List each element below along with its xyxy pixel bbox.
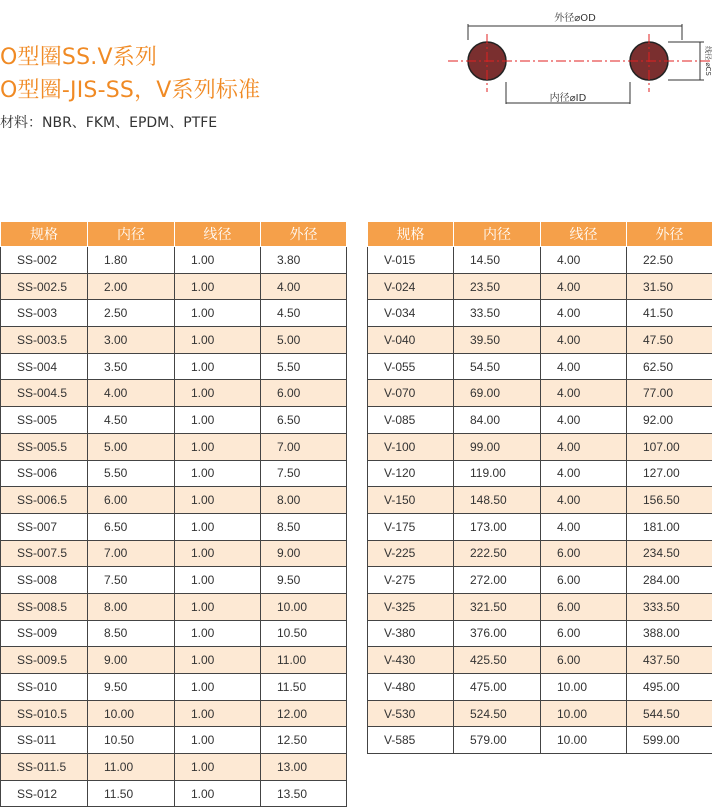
spec-cell: V-275	[368, 567, 454, 594]
table-row	[1, 460, 347, 487]
spec-cell: SS-011	[1, 727, 88, 754]
table-row	[1, 567, 347, 594]
inner-diameter-cell: 9.00	[88, 647, 175, 674]
table-row	[368, 727, 712, 754]
cross-section-cell: 1.00	[175, 247, 261, 274]
inner-diameter-cell: 69.00	[454, 380, 541, 407]
inner-diameter-cell: 1.80	[88, 247, 175, 274]
table-row	[368, 540, 712, 567]
table-row	[1, 380, 347, 407]
cs-label: 线径 ⌀CS	[704, 46, 712, 76]
cross-section-cell: 6.00	[541, 540, 627, 567]
header-cross-section: 线径	[175, 222, 261, 247]
cross-section-cell: 6.00	[541, 593, 627, 620]
outer-diameter-cell: 11.00	[261, 647, 347, 674]
o-ring-diagram	[448, 0, 712, 110]
spec-cell: SS-005	[1, 407, 88, 434]
outer-diameter-cell: 5.50	[261, 353, 347, 380]
cross-section-cell: 1.00	[175, 540, 261, 567]
table-row	[1, 487, 347, 514]
table-row	[1, 300, 347, 327]
inner-diameter-cell: 7.50	[88, 567, 175, 594]
cross-section-cell: 1.00	[175, 380, 261, 407]
title-line-2: O型圈-JIS-SS，V系列标准	[0, 77, 260, 105]
inner-diameter-cell: 119.00	[454, 460, 541, 487]
cross-section-cell: 6.00	[541, 620, 627, 647]
spec-cell: SS-004	[1, 353, 88, 380]
inner-diameter-cell: 23.50	[454, 273, 541, 300]
outer-diameter-cell: 4.00	[261, 273, 347, 300]
spec-cell: SS-008.5	[1, 593, 88, 620]
inner-diameter-cell: 148.50	[454, 487, 541, 514]
table-row	[1, 620, 347, 647]
outer-diameter-cell: 9.50	[261, 567, 347, 594]
outer-diameter-cell: 62.50	[627, 353, 712, 380]
table-row	[1, 327, 347, 354]
outer-diameter-cell: 3.80	[261, 247, 347, 274]
cross-section-cell: 1.00	[175, 647, 261, 674]
outer-diameter-cell: 8.00	[261, 487, 347, 514]
table-row	[368, 700, 712, 727]
inner-diameter-cell: 5.00	[88, 433, 175, 460]
cross-section-cell: 4.00	[541, 300, 627, 327]
inner-diameter-cell: 321.50	[454, 593, 541, 620]
spec-cell: SS-008	[1, 567, 88, 594]
header-inner-diameter: 内径	[454, 222, 541, 247]
spec-cell: SS-009	[1, 620, 88, 647]
inner-diameter-cell: 272.00	[454, 567, 541, 594]
inner-diameter-cell: 84.00	[454, 407, 541, 434]
outer-diameter-cell: 47.50	[627, 327, 712, 354]
spec-cell: V-325	[368, 593, 454, 620]
outer-diameter-cell: 437.50	[627, 647, 712, 674]
header-outer-diameter: 外径	[261, 222, 347, 247]
inner-diameter-cell: 6.50	[88, 513, 175, 540]
inner-diameter-cell: 9.50	[88, 674, 175, 701]
outer-diameter-cell: 4.50	[261, 300, 347, 327]
cross-section-cell: 1.00	[175, 487, 261, 514]
outer-diameter-cell: 11.50	[261, 674, 347, 701]
spec-cell: SS-003	[1, 300, 88, 327]
spec-cell: V-585	[368, 727, 454, 754]
spec-cell: V-120	[368, 460, 454, 487]
cross-section-cell: 1.00	[175, 754, 261, 781]
outer-diameter-cell: 10.00	[261, 593, 347, 620]
outer-diameter-cell: 495.00	[627, 674, 712, 701]
spec-cell: V-040	[368, 327, 454, 354]
inner-diameter-cell: 99.00	[454, 433, 541, 460]
inner-diameter-cell: 8.00	[88, 593, 175, 620]
table-row	[368, 567, 712, 594]
spec-cell: SS-003.5	[1, 327, 88, 354]
outer-diameter-cell: 7.50	[261, 460, 347, 487]
spec-cell: SS-007	[1, 513, 88, 540]
table-row	[368, 593, 712, 620]
table-row	[1, 247, 347, 274]
cross-section-cell: 1.00	[175, 780, 261, 807]
spec-cell: V-024	[368, 273, 454, 300]
outer-diameter-cell: 10.50	[261, 620, 347, 647]
table-row	[1, 513, 347, 540]
cross-section-cell: 1.00	[175, 353, 261, 380]
header-spec: 规格	[1, 222, 88, 247]
table-row	[1, 674, 347, 701]
outer-diameter-cell: 5.00	[261, 327, 347, 354]
header-outer-diameter: 外径	[627, 222, 712, 247]
cross-section-cell: 4.00	[541, 487, 627, 514]
spec-cell: V-530	[368, 700, 454, 727]
cross-section-cell: 6.00	[541, 567, 627, 594]
outer-diameter-cell: 156.50	[627, 487, 712, 514]
spec-cell: V-175	[368, 513, 454, 540]
od-label: 外径⌀OD	[554, 11, 596, 24]
table-row	[368, 380, 712, 407]
table-row	[368, 647, 712, 674]
inner-diameter-cell: 4.00	[88, 380, 175, 407]
outer-diameter-cell: 77.00	[627, 380, 712, 407]
spec-cell: SS-002	[1, 247, 88, 274]
spec-cell: V-380	[368, 620, 454, 647]
header-cross-section: 线径	[541, 222, 627, 247]
cross-section-cell: 10.00	[541, 674, 627, 701]
spec-cell: V-150	[368, 487, 454, 514]
outer-diameter-cell: 284.00	[627, 567, 712, 594]
inner-diameter-cell: 2.00	[88, 273, 175, 300]
outer-diameter-cell: 92.00	[627, 407, 712, 434]
table-row	[368, 273, 712, 300]
cross-section-cell: 4.00	[541, 247, 627, 274]
cross-section-cell: 4.00	[541, 273, 627, 300]
outer-diameter-cell: 333.50	[627, 593, 712, 620]
header-spec: 规格	[368, 222, 454, 247]
cross-section-cell: 1.00	[175, 674, 261, 701]
table-row	[1, 647, 347, 674]
table-row	[368, 460, 712, 487]
spec-cell: SS-002.5	[1, 273, 88, 300]
inner-diameter-cell: 8.50	[88, 620, 175, 647]
cross-section-cell: 1.00	[175, 620, 261, 647]
outer-diameter-cell: 599.00	[627, 727, 712, 754]
title-line-1: O型圈SS.V系列	[0, 44, 157, 72]
inner-diameter-cell: 10.00	[88, 700, 175, 727]
cross-section-cell: 6.00	[541, 647, 627, 674]
table-header-row	[1, 222, 347, 247]
inner-diameter-cell: 579.00	[454, 727, 541, 754]
spec-cell: V-225	[368, 540, 454, 567]
spec-cell: SS-012	[1, 780, 88, 807]
table-row	[1, 593, 347, 620]
cross-section-cell: 1.00	[175, 567, 261, 594]
cross-section-cell: 4.00	[541, 407, 627, 434]
cross-section-cell: 1.00	[175, 433, 261, 460]
table-row	[1, 407, 347, 434]
cross-section-cell: 10.00	[541, 700, 627, 727]
outer-diameter-cell: 41.50	[627, 300, 712, 327]
spec-cell: SS-005.5	[1, 433, 88, 460]
table-row	[368, 513, 712, 540]
table-row	[1, 353, 347, 380]
inner-diameter-cell: 222.50	[454, 540, 541, 567]
cross-section-cell: 1.00	[175, 727, 261, 754]
spec-cell: SS-011.5	[1, 754, 88, 781]
inner-diameter-cell: 5.50	[88, 460, 175, 487]
inner-diameter-cell: 3.50	[88, 353, 175, 380]
outer-diameter-cell: 234.50	[627, 540, 712, 567]
cross-section-cell: 4.00	[541, 460, 627, 487]
inner-diameter-cell: 425.50	[454, 647, 541, 674]
outer-diameter-cell: 7.00	[261, 433, 347, 460]
spec-cell: V-070	[368, 380, 454, 407]
inner-diameter-cell: 7.00	[88, 540, 175, 567]
cross-section-cell: 1.00	[175, 593, 261, 620]
inner-diameter-cell: 39.50	[454, 327, 541, 354]
outer-diameter-cell: 31.50	[627, 273, 712, 300]
table-row	[368, 620, 712, 647]
table-row	[1, 727, 347, 754]
table-row	[1, 273, 347, 300]
outer-diameter-cell: 127.00	[627, 460, 712, 487]
outer-diameter-cell: 22.50	[627, 247, 712, 274]
spec-cell: V-100	[368, 433, 454, 460]
spec-cell: V-055	[368, 353, 454, 380]
spec-cell: SS-009.5	[1, 647, 88, 674]
inner-diameter-cell: 10.50	[88, 727, 175, 754]
table-row	[368, 433, 712, 460]
outer-diameter-cell: 388.00	[627, 620, 712, 647]
cross-section-cell: 1.00	[175, 327, 261, 354]
inner-diameter-cell: 475.00	[454, 674, 541, 701]
spec-cell: SS-004.5	[1, 380, 88, 407]
outer-diameter-cell: 107.00	[627, 433, 712, 460]
v-series-table	[367, 221, 712, 754]
table-row	[368, 300, 712, 327]
inner-diameter-cell: 3.00	[88, 327, 175, 354]
cross-section-cell: 1.00	[175, 407, 261, 434]
outer-diameter-cell: 12.00	[261, 700, 347, 727]
outer-diameter-cell: 8.50	[261, 513, 347, 540]
table-row	[1, 700, 347, 727]
outer-diameter-cell: 9.00	[261, 540, 347, 567]
id-label: 内径⌀ID	[550, 91, 587, 104]
cross-section-cell: 10.00	[541, 727, 627, 754]
spec-cell: SS-007.5	[1, 540, 88, 567]
table-row	[368, 353, 712, 380]
table-header-row	[368, 222, 712, 247]
cross-section-cell: 1.00	[175, 460, 261, 487]
spec-cell: V-034	[368, 300, 454, 327]
inner-diameter-cell: 6.00	[88, 487, 175, 514]
table-row	[368, 327, 712, 354]
outer-diameter-cell: 6.50	[261, 407, 347, 434]
inner-diameter-cell: 2.50	[88, 300, 175, 327]
cross-section-cell: 4.00	[541, 380, 627, 407]
table-row	[368, 487, 712, 514]
header-inner-diameter: 内径	[88, 222, 175, 247]
spec-cell: V-480	[368, 674, 454, 701]
inner-diameter-cell: 524.50	[454, 700, 541, 727]
inner-diameter-cell: 54.50	[454, 353, 541, 380]
outer-diameter-cell: 6.00	[261, 380, 347, 407]
ss-series-table	[0, 221, 347, 807]
outer-diameter-cell: 13.50	[261, 780, 347, 807]
table-row	[1, 754, 347, 781]
inner-diameter-cell: 11.50	[88, 780, 175, 807]
inner-diameter-cell: 14.50	[454, 247, 541, 274]
cross-section-cell: 4.00	[541, 433, 627, 460]
cross-section-cell: 1.00	[175, 300, 261, 327]
outer-diameter-cell: 12.50	[261, 727, 347, 754]
outer-diameter-cell: 544.50	[627, 700, 712, 727]
table-row	[1, 540, 347, 567]
table-row	[368, 407, 712, 434]
inner-diameter-cell: 33.50	[454, 300, 541, 327]
table-row	[368, 247, 712, 274]
table-row	[1, 780, 347, 807]
spec-cell: SS-010.5	[1, 700, 88, 727]
inner-diameter-cell: 11.00	[88, 754, 175, 781]
cross-section-cell: 1.00	[175, 513, 261, 540]
materials-text: 材料：NBR、FKM、EPDM、PTFE	[0, 112, 217, 132]
table-row	[1, 433, 347, 460]
inner-diameter-cell: 173.00	[454, 513, 541, 540]
spec-cell: SS-006	[1, 460, 88, 487]
inner-diameter-cell: 376.00	[454, 620, 541, 647]
table-row	[368, 674, 712, 701]
cross-section-cell: 1.00	[175, 273, 261, 300]
spec-cell: V-430	[368, 647, 454, 674]
cross-section-cell: 4.00	[541, 327, 627, 354]
cross-section-cell: 4.00	[541, 513, 627, 540]
spec-cell: SS-006.5	[1, 487, 88, 514]
cross-section-cell: 4.00	[541, 353, 627, 380]
spec-cell: SS-010	[1, 674, 88, 701]
spec-cell: V-085	[368, 407, 454, 434]
spec-cell: V-015	[368, 247, 454, 274]
inner-diameter-cell: 4.50	[88, 407, 175, 434]
outer-diameter-cell: 181.00	[627, 513, 712, 540]
outer-diameter-cell: 13.00	[261, 754, 347, 781]
cross-section-cell: 1.00	[175, 700, 261, 727]
